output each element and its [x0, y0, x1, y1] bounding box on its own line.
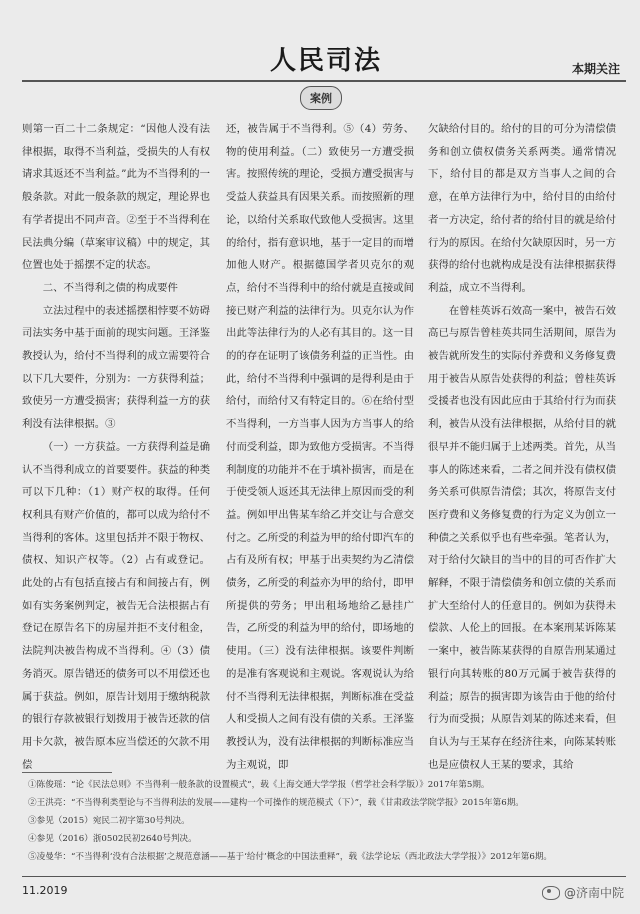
footnote: ③参见（2015）宛民二初字第30号判决。 [28, 816, 190, 826]
header-divider [22, 80, 626, 82]
section-heading: 二、不当得利之债的构成要件 [42, 281, 178, 294]
text-column-3 [428, 118, 616, 771]
footnotes [28, 776, 618, 866]
text-column-1 [22, 118, 210, 771]
section-label: 本期关注 [571, 62, 620, 76]
watermark [542, 884, 624, 901]
paragraph: 在曾桂英诉石效高一案中，被告石效高已与原告曾桂英共同生活期间，原告为被告就所发生的实际付养费和义务修复费用于被告从原告处获得的利益；曾桂英诉受援者也没有因此应由于其给付行为而获利，被告从没有法律根据，从给付目的就很早并不能归属于上述两类。首先，从当事人的陈述来看，二者之间并没有债权债务关系可供原告清偿；其次，将原告支付医疗费和义务修复费的行为定义为创立一种债之关系似乎也有些牵强。笔者认为，对于给付欠缺目的当中的目的可否作扩大解释，不限于清偿债务和创立债的关系而扩大至给付人的任意目的。例如为获得未偿款、人伦上的回报。在本案刑某诉陈某一案中，被告陈某获得的自原告刑某通过银行向其转账的80万元属于被告获得的利益；原告的损害即为该告由于他的给付行为而受损；从原告刘某的陈述来看，但自认为与王某存在经济往来，向陈某转账也是应债权人王某的要求，其给 [428, 304, 616, 771]
paragraph: （一）一方获益。一方获得利益是确认不当得利成立的首要要件。获益的种类可以下几种：（1）财产权的取得。任何权利具有财产价值的，都可以成为给付不当得利的客体。这里包括并不限于物权、债权、知识产权等。（2）占有或登记。此处的占有包括直接占有和间接占有，例如有实务案例判定，被告无合法根据占有登记在原告名下的房屋并拒不支付租金，法院判决被告构成不当得利。④（3）债务消灭。原告错还的债务可以不用偿还也属于获益。例如，原告计划用于缴纳税款的银行存款被银行划拨用于被告还款的信用卡欠款，被告原本应当偿还的欠款不用偿 [22, 440, 210, 771]
footnote: ②王洪亮：“不当得利类型论与不当得利法的发展——建构一个可操作的规范模式（下）”，载《甘肃政法学院学报》2015年第6期。 [28, 798, 524, 808]
text-column-2 [226, 118, 414, 771]
paragraph: 还，被告属于不当得利。⑤（4）劳务、物的使用利益。（二）致使另一方遭受损害。按照传统的理论，受损方遭受损害与受益人获益具有因果关系。而按照新的理论，以给付关系取代致他人受损害。这里的给付，指有意识地，基于一定目的而增加他人财产。根据德国学者贝克尔的观点，给付不当得利中的给付就是直接或间接已财产利益的法律行为。贝克尔认为作出此等法律行为的人必有其目的。这一目的的存在证明了该债务利益的正当性。由此，给付不当得利中强调的是得利是由于给付，而给付又有特定目的。⑥在给付型不当得利，一方当事人因为方当事人的给付而受利益，即为致他方受损害。不当得利制度的功能并不在于填补损害，而是在于使受领人返还其无法律上原因而受的利益。例如甲出售某车给乙并交让与合意交付之。乙所受的利益为甲的给付即汽车的占有及所有权；甲基于出卖契约为乙清偿债务，乙所受的利益亦为甲的给付，即甲所提供的劳务；甲出租场地给乙悬挂广告，乙所受的利益为甲的给付，即场地的使用。（三）没有法律根据。该要件判断的是准有客观说和主观说。客观说认为给付不当得利无法律根据，判断标准在受益人和受损人之间有没有债的关系。王泽鉴教授认为，没有法律根据的判断标准应当为主观说，即 [226, 123, 414, 771]
footnote-divider [22, 772, 112, 773]
footnote: ⑤凌曼华：“不当得利‘没有合法根据’之规范意涵——基于‘给付’概念的中国法重释”，载《法学论坛（西北政法大学学报）》2012年第6期。 [28, 852, 553, 862]
weibo-icon [542, 886, 560, 900]
issue-number: 11.2019 [22, 884, 68, 897]
footnote: ④参见（2016）浙0502民初2640号判决。 [28, 834, 197, 844]
paragraph: 则第一百二十二条规定：“因他人没有法律根据，取得不当利益，受损失的人有权请求其返还不当利益。”此为不当得利的一般条款。对此一般条款的规定，理论界也有学者提出不同声音。②至于不当得利在民法典分编（草案审议稿）中的规定，其位置也处于摇摆不定的状态。 [22, 123, 210, 272]
paragraph: 立法过程中的表述摇摆相悖要不妨碍司法实务中基于面前的现实问题。王泽鉴教授认为，给付不当得利的成立需要符合以下几大要件，分别为：一方获得利益；致使另一方遭受损害；获得利益一方的获利没有法律根据。③ [22, 304, 210, 431]
magazine-title: 人民司法 [270, 46, 383, 76]
footer-divider [22, 876, 626, 877]
watermark-text: @济南中院 [563, 886, 624, 900]
footnote: ①陈俊瑶：“论《民法总则》不当得利一般条款的设置模式”，载《上海交通大学学报（哲学社会科学版）》2017年第5期。 [28, 780, 490, 790]
paragraph: 欠缺给付目的。给付的目的可分为清偿债务和创立债权债务关系两类。通常情况下，给付目的都是双方当事人之间的合意，在单方法律行为中，给付目的由给付者一方决定，给付者的给付目的就是给付行为的原因。在给付欠缺原因时，另一方获得的给付也就构成是没有法律根据获得利益，成立不当得利。 [428, 123, 616, 294]
category-badge: 案例 [300, 86, 342, 110]
